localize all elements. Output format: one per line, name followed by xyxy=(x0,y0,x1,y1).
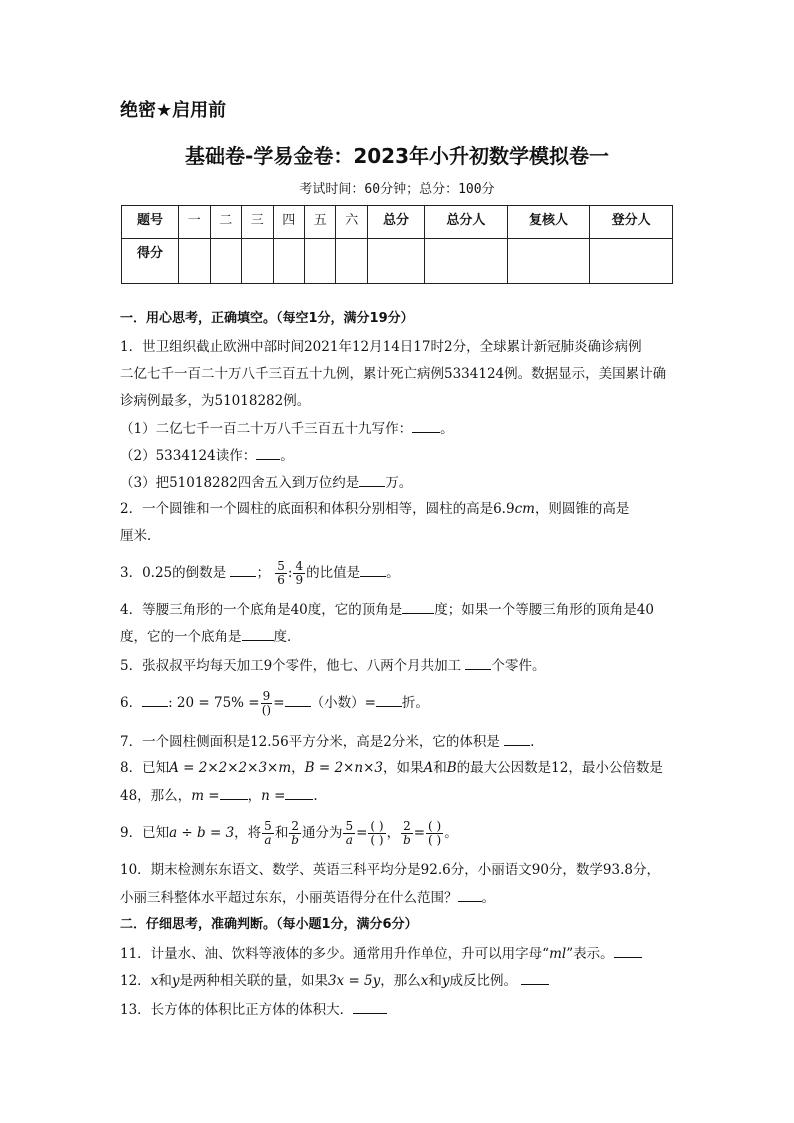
score-header-cell: 总分 xyxy=(367,206,424,239)
q3-text-b: ； xyxy=(256,565,270,581)
fraction: $\frac{5}{6}$ xyxy=(277,559,285,587)
q1-sub-3-unit: 万。 xyxy=(385,475,413,491)
q8-line-1: 8．已知A = 2×2×2×3×m，B = 2×n×3，如果A和B的最大公因数是12，最小公倍数是 xyxy=(120,760,663,776)
section-1-title: 一．用心思考，正确填空。（每空1分，满分19分） xyxy=(120,311,414,326)
answer-blank[interactable] xyxy=(504,731,530,746)
score-cell xyxy=(305,239,336,284)
fraction: $\frac{5}{a}$ xyxy=(345,819,354,847)
q2-text-b: ，则圆锥的高是 xyxy=(534,501,630,517)
answer-blank[interactable] xyxy=(230,562,256,577)
q4-line-1: 4．等腰三角形的一个底角是40度，它的顶角是 度；如果一个等腰三角形的顶角是40 xyxy=(120,599,654,620)
score-header-cell: 六 xyxy=(336,206,367,239)
fraction: $\frac{2}{b}$ xyxy=(403,819,411,847)
q1-sub-3-text: （3）把51018282四舍五入到万位约是 xyxy=(120,475,360,491)
answer-blank[interactable] xyxy=(360,562,386,577)
fraction: $\frac{5}{a}$ xyxy=(264,819,272,847)
score-header-cell: 五 xyxy=(305,206,336,239)
fraction: $\frac{9}{()}$ xyxy=(261,689,272,717)
answer-blank[interactable] xyxy=(614,943,642,958)
score-row-label: 得分 xyxy=(122,239,179,284)
q10-line-1: 10．期末检测东东语文、数学、英语三科平均分是92.6分，小丽语文90分，数学93.8分， xyxy=(120,862,660,878)
q9-line: 9．已知a ÷ b = 3，将 $\frac{5}{a}$ 和 $\frac{2}{b}$ 通分为 $\frac{5}{a}$ = $\frac{( )}{( )}$ ， $\frac{2}{b}$ = $\frac{( )}{( )}$ 。 xyxy=(120,819,458,847)
q8-line-2: 48，那么，m = ，n = . xyxy=(120,785,318,806)
answer-blank[interactable] xyxy=(353,999,387,1014)
q3-line: 3．0.25的倒数是 ； $\frac{5}{6}$ : $\frac{4}{9}$ 的比值是 。 xyxy=(120,559,400,587)
score-header-cell: 二 xyxy=(210,206,241,239)
q11-line: 11．计量水、油、饮料等液体的多少。通常用升作单位，升可以用字母“ml”表示。 xyxy=(120,943,642,964)
answer-blank[interactable] xyxy=(285,785,313,800)
q1-sub-1-text: （1）二亿七千一百二十万八千三百五十九写作： xyxy=(120,421,413,437)
q7-line: 7．一个圆柱侧面积是12.56平方分米，高是2分米，它的体积是 . xyxy=(120,731,534,752)
fraction: $\frac{2}{b}$ xyxy=(291,819,299,847)
score-cell xyxy=(425,239,508,284)
score-header-cell: 登分人 xyxy=(590,206,673,239)
score-cell xyxy=(242,239,273,284)
answer-blank[interactable] xyxy=(521,970,549,985)
exam-title: 基础卷-学易金卷：2023年小升初数学模拟卷一 xyxy=(185,144,609,168)
score-cell xyxy=(179,239,210,284)
score-cell xyxy=(273,239,304,284)
exam-subtitle: 考试时间：60分钟；总分：100分 xyxy=(299,182,495,197)
answer-blank[interactable] xyxy=(220,785,248,800)
q2-text-a: 2．一个圆锥和一个圆柱的底面积和体积分别相等，圆柱的高是6.9 xyxy=(120,501,515,517)
score-header-cell: 复核人 xyxy=(507,206,590,239)
q5-line: 5．张叔叔平均每天加工9个零件，他七、八两个月共加工 个零件。 xyxy=(120,655,545,676)
answer-blank[interactable] xyxy=(465,655,491,670)
score-cell xyxy=(507,239,590,284)
fraction: $\frac{( )}{( )}$ xyxy=(428,819,442,847)
score-header-cell: 三 xyxy=(242,206,273,239)
score-cell xyxy=(210,239,241,284)
q3-text-a: 3．0.25的倒数是 xyxy=(120,565,227,581)
score-cell xyxy=(590,239,673,284)
answer-blank[interactable] xyxy=(285,692,311,707)
score-cell xyxy=(367,239,424,284)
q10-line-2: 小丽三科整体水平超过东东，小丽英语得分在什么范围？ 。 xyxy=(120,887,495,908)
score-table xyxy=(121,205,673,284)
answer-blank[interactable] xyxy=(359,472,385,487)
q2-unit: cm xyxy=(514,501,535,517)
answer-blank[interactable] xyxy=(376,692,402,707)
q1-line-2: 二亿七千一百二十万八千三百五十九例，累计死亡病例5334124例。数据显示，美国累计确 xyxy=(120,366,667,382)
secret-label: 绝密★启用前 xyxy=(120,100,227,121)
answer-blank[interactable] xyxy=(458,887,482,902)
q2-line-1 xyxy=(120,499,629,519)
q1-line-3: 诊病例最多，为51018282例。 xyxy=(120,393,311,409)
answer-blank[interactable] xyxy=(142,692,168,707)
q4-line-2: 度，它的一个底角是 度． xyxy=(120,626,301,647)
score-header-cell: 四 xyxy=(273,206,304,239)
q12-line: 12．x和y是两种相关联的量，如果3x = 5y，那么x和y成反比例。 xyxy=(120,970,549,991)
q1-sub-2-text: （2）5334124读作： xyxy=(120,448,257,464)
answer-blank[interactable] xyxy=(412,418,440,433)
q1-sub-3 xyxy=(120,472,412,493)
score-header-cell: 总分人 xyxy=(425,206,508,239)
fraction: $\frac{4}{9}$ xyxy=(295,559,304,587)
score-header-cell: 一 xyxy=(179,206,210,239)
score-cell xyxy=(336,239,367,284)
answer-blank[interactable] xyxy=(256,445,280,460)
q6-line: 6． : 20 = 75% = $\frac{9}{()}$ = （小数）= 折。 xyxy=(120,689,429,717)
q3-text-c: 的比值是 xyxy=(306,565,361,581)
q1-sub-1: （1）二亿七千一百二十万八千三百五十九写作： 。 xyxy=(120,418,454,439)
score-header-cell: 题号 xyxy=(122,206,179,239)
answer-blank[interactable] xyxy=(242,626,274,641)
q13-line: 13．长方体的体积比正方体的体积大． xyxy=(120,999,387,1020)
q1-sub-2: （2）5334124读作： 。 xyxy=(120,445,294,466)
answer-blank[interactable] xyxy=(402,599,434,614)
section-2-title: 二．仔细思考，准确判断。（每小题1分，满分6分） xyxy=(120,917,418,932)
fraction: $\frac{( )}{( )}$ xyxy=(370,819,384,847)
q2-line-2: 厘米． xyxy=(120,528,161,544)
q1-line-1: 1．世卫组织截止欧洲中部时间2021年12月14日17时2分，全球累计新冠肺炎确诊病例 xyxy=(120,339,642,355)
